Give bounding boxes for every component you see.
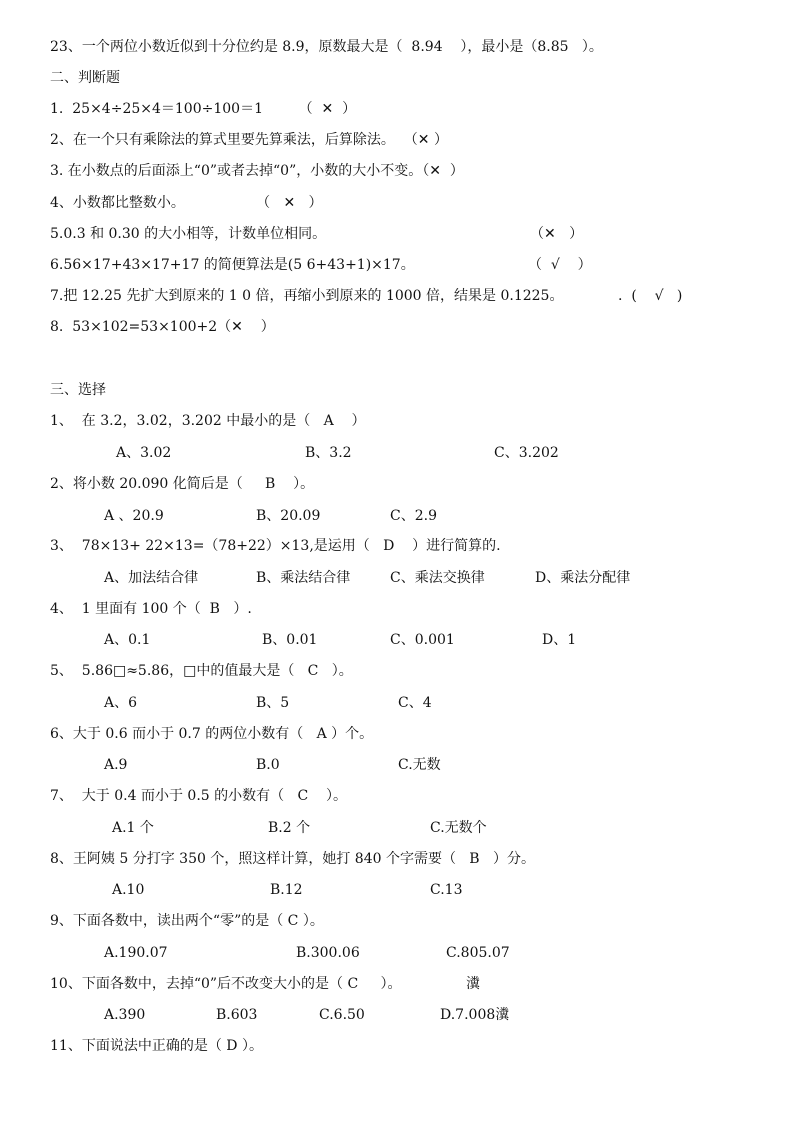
choice-4-option-b: B、0.01 [262, 632, 318, 648]
choice-7: 7、 大于 0.4 而小于 0.5 的小数有（ C ）。 [50, 788, 348, 804]
choice-10-option-a: A.390 [104, 1007, 146, 1023]
choice-1: 1、 在 3.2，3.02，3.202 中最小的是（ A ） [50, 413, 366, 429]
choice-8-option-b: B.12 [270, 882, 303, 898]
choice-10-stray-mark: 瀵 [466, 976, 480, 992]
choice-2-option-a: A 、20.9 [104, 508, 164, 524]
question-23: 23、一个两位小数近似到十分位约是 8.9，原数最大是（ 8.94 ），最小是（8.85 ）。 [50, 39, 603, 55]
judgment-5: 5.0.3 和 0.30 的大小相等，计数单位相同。 [50, 226, 327, 242]
choice-3-option-d: D、乘法分配律 [535, 570, 631, 586]
choice-1-option-b: B、3.2 [305, 445, 352, 461]
judgment-5-answer: （✕ ） [530, 226, 584, 242]
judgment-1: 1. 25×4÷25×4＝100÷100＝1 （ ✕ ） [50, 101, 357, 117]
judgment-7-answer: . ( √ ) [618, 288, 683, 304]
choice-4-option-c: C、0.001 [390, 632, 455, 648]
choice-8-option-c: C.13 [430, 882, 463, 898]
choice-7-option-b: B.2 个 [268, 820, 311, 836]
choice-6-option-a: A.9 [104, 757, 128, 773]
choice-2-option-b: B、20.09 [256, 508, 321, 524]
choice-3: 3、 78×13+ 22×13=（78+22）×13,是运用（ D ）进行简算的. [50, 538, 501, 554]
choice-1-option-c: C、3.202 [494, 445, 559, 461]
choice-6: 6、大于 0.6 而小于 0.7 的两位小数有（ A ）个。 [50, 726, 374, 742]
choice-8: 8、王阿姨 5 分打字 350 个，照这样计算，她打 840 个字需要（ B ）分。 [50, 851, 535, 867]
choice-4: 4、 1 里面有 100 个（ B ）. [50, 601, 252, 617]
choice-11: 11、下面说法中正确的是（ D ）。 [50, 1038, 263, 1054]
choice-6-option-c: C.无数 [398, 757, 441, 773]
choice-4-option-d: D、1 [542, 632, 577, 648]
choice-2: 2、将小数 20.090 化简后是（ B ）。 [50, 476, 315, 492]
choice-3-option-c: C、乘法交换律 [390, 570, 485, 586]
choice-6-option-b: B.0 [256, 757, 280, 773]
choice-7-option-c: C.无数个 [430, 820, 487, 836]
choice-9-option-b: B.300.06 [296, 945, 360, 961]
choice-9: 9、下面各数中，读出两个“零”的是（ C ）。 [50, 913, 324, 929]
choice-5-option-b: B、5 [256, 695, 290, 711]
choice-1-option-a: A、3.02 [116, 445, 172, 461]
judgment-2: 2、在一个只有乘除法的算式里要先算乘法，后算除法。 （✕ ） [50, 132, 448, 148]
judgment-8: 8. 53×102=53×100+2（✕ ） [50, 319, 275, 335]
choice-3-option-a: A、加法结合律 [104, 570, 199, 586]
judgment-6-answer: （ √ ） [528, 257, 592, 273]
choice-8-option-a: A.10 [112, 882, 145, 898]
choice-9-option-a: A.190.07 [104, 945, 168, 961]
choice-10-option-c: C.6.50 [319, 1007, 365, 1023]
choice-5: 5、 5.86□≈5.86，□中的值最大是（ C ）。 [50, 663, 353, 679]
choice-9-option-c: C.805.07 [446, 945, 510, 961]
choice-4-option-a: A、0.1 [104, 632, 151, 648]
choice-7-option-a: A.1 个 [112, 820, 154, 836]
choice-10-option-d: D.7.008瀵 [440, 1007, 510, 1023]
judgment-6: 6.56×17+43×17+17 的简便算法是(5 6+43+1)×17。 [50, 257, 415, 273]
judgment-4: 4、小数都比整数小。 （ ✕ ） [50, 195, 323, 211]
judgment-7: 7.把 12.25 先扩大到原来的 1 0 倍，再缩小到原来的 1000 倍，结果是 0.1225。 [50, 288, 564, 304]
choice-5-option-a: A、6 [104, 695, 138, 711]
choice-10-option-b: B.603 [216, 1007, 258, 1023]
choice-5-option-c: C、4 [398, 695, 432, 711]
choice-10: 10、下面各数中，去掉“0”后不改变大小的是（ C ）。 [50, 976, 402, 992]
section-heading-judgment: 二、判断题 [50, 70, 120, 86]
judgment-3: 3. 在小数点的后面添上“0”或者去掉“0”，小数的大小不变。（✕ ） [50, 163, 464, 179]
choice-3-option-b: B、乘法结合律 [256, 570, 351, 586]
section-heading-choice: 三、选择 [50, 382, 106, 398]
choice-2-option-c: C、2.9 [390, 508, 437, 524]
